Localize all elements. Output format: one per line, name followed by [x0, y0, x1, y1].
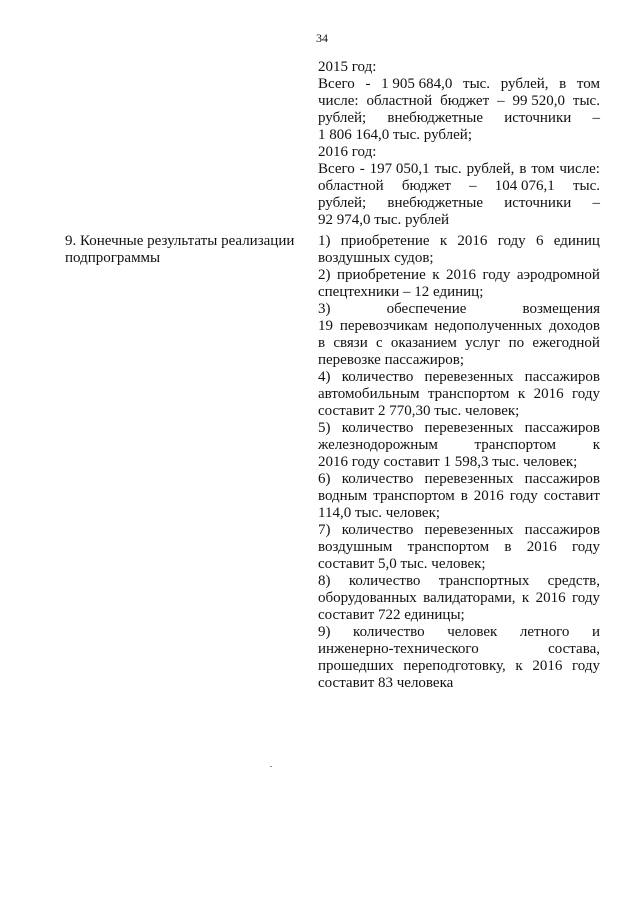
year-2015-line [318, 76, 600, 93]
word: 2016 [526, 539, 557, 555]
word: том [531, 161, 555, 177]
word: источники [504, 110, 572, 126]
result-item [318, 471, 600, 522]
word: обеспечение [386, 301, 467, 317]
word: количество [341, 471, 414, 487]
result-item-line [318, 539, 600, 556]
word: 114,0 тыс. человек; [318, 505, 441, 521]
word: перевозчикам [339, 318, 428, 334]
word: валидаторами, [423, 590, 516, 606]
word: 19 [318, 318, 333, 334]
word: оказанием [390, 335, 457, 351]
result-item-line [318, 675, 600, 692]
word: году [571, 658, 600, 674]
word: транспортом [373, 488, 455, 504]
word: тыс. [463, 76, 491, 92]
word: рублей; [318, 110, 367, 126]
year-2015-heading: 2015 год: [318, 59, 377, 75]
result-item-line [318, 573, 600, 590]
word: 4) [318, 369, 331, 385]
word: году [497, 233, 526, 249]
word: к [439, 233, 448, 249]
word: числе: [559, 161, 600, 177]
word: в [559, 76, 567, 92]
section-9-label-line: подпрограммы [65, 250, 161, 266]
word: переподготовку, [403, 658, 506, 674]
word: пассажиров [524, 420, 600, 436]
result-item [318, 301, 600, 369]
result-item-line [318, 386, 600, 403]
word: году [572, 539, 600, 555]
result-item-line [318, 658, 600, 675]
year-2015-details [318, 76, 600, 144]
word: – [469, 178, 477, 194]
result-item-line [318, 607, 600, 624]
word: воздушным [318, 539, 393, 555]
result-item-line [318, 471, 600, 488]
word: составит 2 770,30 тыс. человек; [318, 403, 520, 419]
word: 9) [318, 624, 331, 640]
word: единиц [553, 233, 600, 249]
word: 7) [318, 522, 331, 538]
word: воздушных судов; [318, 250, 434, 266]
word: человек [447, 624, 498, 640]
year-2016-details [318, 161, 600, 229]
word: 92 974,0 тыс. рублей [318, 212, 450, 228]
word: составит 722 единицы; [318, 607, 465, 623]
result-item [318, 573, 600, 624]
word: транспортом [407, 539, 490, 555]
result-item-line [318, 624, 600, 641]
word: транспортных [438, 573, 530, 589]
word: тыс. [572, 93, 600, 109]
page-number: 34 [316, 31, 328, 45]
result-item-line [318, 590, 600, 607]
word: 3) [318, 301, 331, 317]
word: приобретение [336, 267, 426, 283]
funding-sources-block [318, 59, 600, 229]
word: 2016 [445, 267, 476, 283]
result-item [318, 522, 600, 573]
word: 2016 [533, 386, 564, 402]
word: составит [543, 488, 600, 504]
word: бюджет [440, 93, 490, 109]
word: перевозке пассажиров; [318, 352, 465, 368]
result-item-line [318, 437, 600, 454]
result-item-line [318, 369, 600, 386]
word: к [432, 267, 440, 283]
word: в [504, 539, 512, 555]
result-item-line [318, 454, 600, 471]
word: перевезенных [424, 420, 514, 436]
word: 6 [535, 233, 544, 249]
result-item [318, 420, 600, 471]
result-item [318, 624, 600, 692]
word: составит 83 человека [318, 675, 454, 691]
year-2016-line [318, 195, 600, 212]
result-item-line [318, 641, 600, 658]
word: году [571, 386, 600, 402]
word: с [375, 335, 383, 351]
result-item [318, 369, 600, 420]
word: количество [353, 624, 425, 640]
result-item-line [318, 233, 600, 250]
word: областной [366, 93, 433, 109]
word: 2016 [535, 590, 566, 606]
year-2015-line [318, 110, 600, 127]
year-2016-heading: 2016 год: [318, 144, 377, 160]
word: к [517, 386, 526, 402]
result-item-line [318, 352, 600, 369]
result-item [318, 267, 600, 301]
result-item-line [318, 318, 600, 335]
word: году [482, 267, 511, 283]
word: 1 905 684,0 [381, 76, 453, 92]
word: недополученных [434, 318, 543, 334]
word: году [571, 590, 600, 606]
word: по [508, 335, 525, 351]
word: 2016 году составит 1 598,3 тыс. человек; [318, 454, 578, 470]
word: количество [341, 420, 414, 436]
word: железнодорожным [318, 437, 438, 453]
result-item-line [318, 301, 600, 318]
result-item-line [318, 556, 600, 573]
word: к [515, 658, 523, 674]
word: приобретение [340, 233, 430, 249]
result-item [318, 233, 600, 267]
word: пассажиров [524, 471, 600, 487]
word: к [592, 437, 600, 453]
scan-speck [270, 766, 272, 767]
word: к [521, 590, 530, 606]
word: ежегодной [532, 335, 600, 351]
word: 99 520,0 [512, 93, 565, 109]
word: бюджет [401, 178, 451, 194]
result-item-line [318, 403, 600, 420]
word: оборудованных [318, 590, 417, 606]
result-item-line [318, 505, 600, 522]
word: количество [348, 573, 421, 589]
result-item-line [318, 522, 600, 539]
word: инженерно-технического [318, 641, 479, 657]
word: состава, [548, 641, 600, 657]
year-2015-line [318, 93, 600, 110]
word: 6) [318, 471, 331, 487]
result-item-line [318, 267, 600, 284]
word: доходов [549, 318, 600, 334]
word: внебюджетные [387, 110, 484, 126]
year-2016-line [318, 178, 600, 195]
result-item-line [318, 335, 600, 352]
result-item-line [318, 284, 600, 301]
result-item-line [318, 488, 600, 505]
word: Всего [318, 161, 355, 177]
word: рублей, [466, 161, 515, 177]
year-2015-line [318, 127, 600, 144]
word: в [318, 335, 326, 351]
word: летного [519, 624, 570, 640]
word: перевезенных [424, 369, 514, 385]
word: возмещения [522, 301, 600, 317]
word: 2016 [457, 233, 488, 249]
word: 2016 [473, 488, 504, 504]
word: пассажиров [524, 522, 600, 538]
word: 2016 [532, 658, 563, 674]
section-9-label-line: 9. Конечные результаты реализации [65, 233, 295, 249]
word: 8) [318, 573, 331, 589]
word: – [592, 195, 600, 211]
word: спецтехники – 12 единиц; [318, 284, 484, 300]
word: автомобильным [318, 386, 420, 402]
word: в [519, 161, 527, 177]
word: источники [504, 195, 572, 211]
year-2016-line [318, 212, 600, 229]
word: Всего [318, 76, 355, 92]
word: - [359, 161, 365, 177]
word: и [591, 624, 600, 640]
word: 104 076,1 [494, 178, 555, 194]
result-item-line [318, 250, 600, 267]
word: году [509, 488, 538, 504]
word: числе: [318, 93, 359, 109]
word: водным [318, 488, 368, 504]
word: внебюджетные [387, 195, 484, 211]
section-9-label [65, 233, 305, 267]
word: тыс. [572, 178, 600, 194]
word: транспортом [427, 386, 510, 402]
word: транспортом [474, 437, 557, 453]
word: - [365, 76, 371, 92]
word: в [460, 488, 468, 504]
word: 1 806 164,0 тыс. рублей; [318, 127, 472, 143]
word: перевезенных [424, 471, 514, 487]
result-item-line [318, 420, 600, 437]
word: составит 5,0 тыс. человек; [318, 556, 486, 572]
word: количество [341, 522, 414, 538]
word: 197 050,1 [369, 161, 430, 177]
word: тыс. [434, 161, 462, 177]
word: том [576, 76, 600, 92]
word: связи [333, 335, 368, 351]
section-9-results-list [318, 233, 600, 692]
word: 5) [318, 420, 331, 436]
word: областной [318, 178, 384, 194]
word: рублей, [500, 76, 549, 92]
word: услуг [465, 335, 501, 351]
word: перевезенных [424, 522, 514, 538]
word: – [592, 110, 600, 126]
year-2016-line [318, 161, 600, 178]
word: пассажиров [524, 369, 600, 385]
word: 2) [318, 267, 331, 283]
word: 1) [318, 233, 331, 249]
word: рублей; [318, 195, 367, 211]
word: – [497, 93, 505, 109]
word: прошедших [318, 658, 394, 674]
word: аэродромной [516, 267, 600, 283]
word: средств, [547, 573, 600, 589]
word: количество [341, 369, 414, 385]
